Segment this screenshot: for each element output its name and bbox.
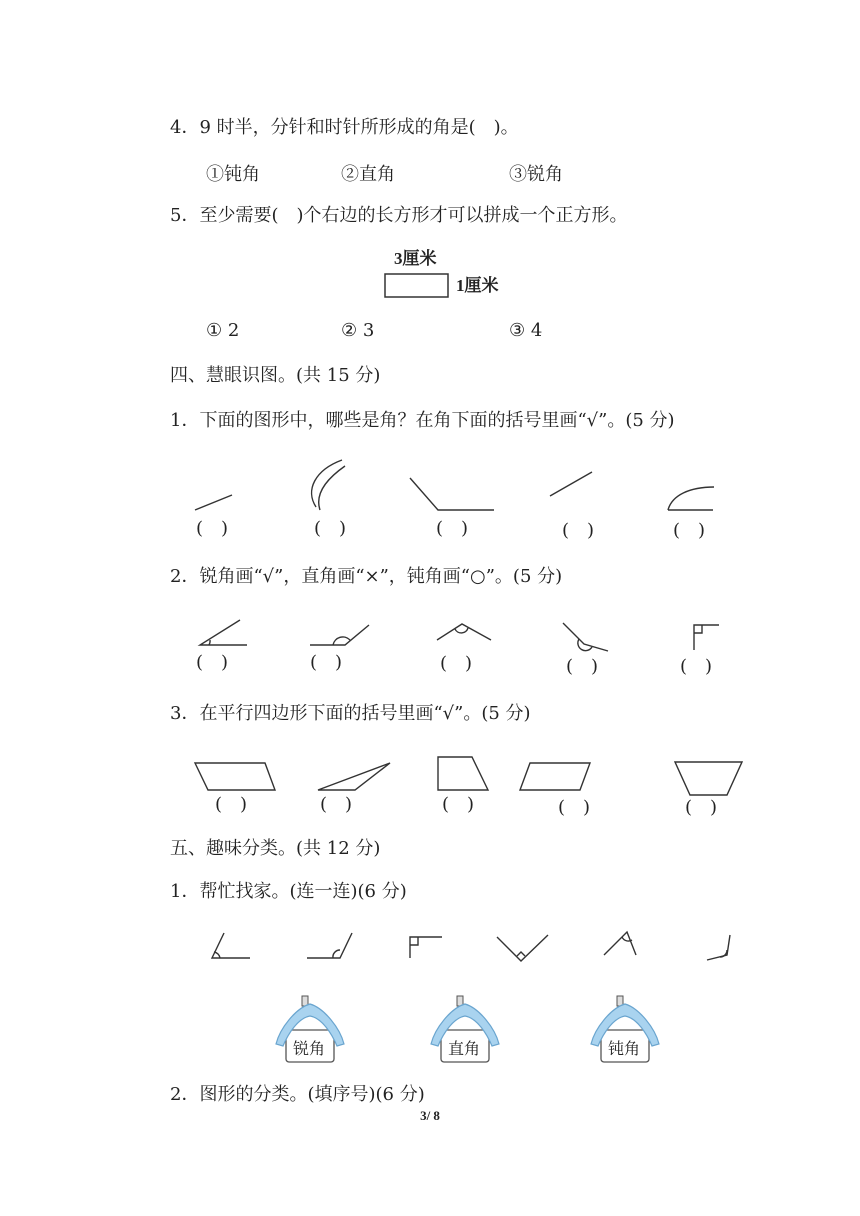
- bracket-1-5[interactable]: ( ): [673, 520, 706, 541]
- bracket-3-2[interactable]: ( ): [320, 794, 353, 815]
- q5-option-1: ① 2: [206, 320, 240, 341]
- bracket-2-2[interactable]: ( ): [310, 652, 343, 673]
- bracket-3-5[interactable]: ( ): [685, 797, 718, 818]
- bracket-1-2[interactable]: ( ): [314, 518, 347, 539]
- house-label-1[interactable]: 锐角: [293, 1039, 326, 1058]
- bracket-3-3[interactable]: ( ): [442, 794, 475, 815]
- bracket-2-3[interactable]: ( ): [440, 653, 473, 674]
- bracket-1-4[interactable]: ( ): [562, 520, 595, 541]
- section-5-q2: 2．图形的分类。(填序号)(6 分): [170, 1084, 425, 1105]
- section-4-title: 四、慧眼识图。(共 15 分): [170, 365, 381, 386]
- section-4-q3: 3．在平行四边形下面的括号里画“√”。(5 分): [170, 703, 531, 724]
- question-5: 5．至少需要( )个右边的长方形才可以拼成一个正方形。: [170, 205, 628, 226]
- q4-option-2: ②直角: [341, 164, 395, 185]
- bracket-2-4[interactable]: ( ): [566, 656, 599, 677]
- bracket-1-3[interactable]: ( ): [436, 518, 469, 539]
- bracket-1-1[interactable]: ( ): [196, 518, 229, 539]
- q4-option-3: ③锐角: [509, 164, 563, 185]
- q5-option-3: ③ 4: [509, 320, 543, 341]
- section-4-q1: 1．下面的图形中，哪些是角？在角下面的括号里画“√”。(5 分): [170, 410, 675, 431]
- rect-top-label: 3厘米: [394, 249, 437, 268]
- q5-option-2: ② 3: [341, 320, 375, 341]
- section-5-q1: 1．帮忙找家。(连一连)(6 分): [170, 881, 407, 902]
- page-number: 3/ 8: [420, 1108, 440, 1123]
- section-4-q2: 2．锐角画“√”，直角画“×”，钝角画“○”。(5 分): [170, 566, 563, 587]
- bracket-3-4[interactable]: ( ): [558, 797, 591, 818]
- q4-option-1: ①钝角: [206, 164, 260, 185]
- bracket-2-5[interactable]: ( ): [680, 656, 713, 677]
- house-label-2[interactable]: 直角: [448, 1039, 481, 1058]
- bracket-2-1[interactable]: ( ): [196, 652, 229, 673]
- bracket-3-1[interactable]: ( ): [215, 794, 248, 815]
- rect-side-label: 1厘米: [456, 276, 499, 295]
- house-label-3[interactable]: 钝角: [608, 1039, 641, 1058]
- question-4: 4．9 时半，分针和时针所形成的角是( )。: [170, 117, 519, 138]
- section-5-title: 五、趣味分类。(共 12 分): [170, 838, 381, 859]
